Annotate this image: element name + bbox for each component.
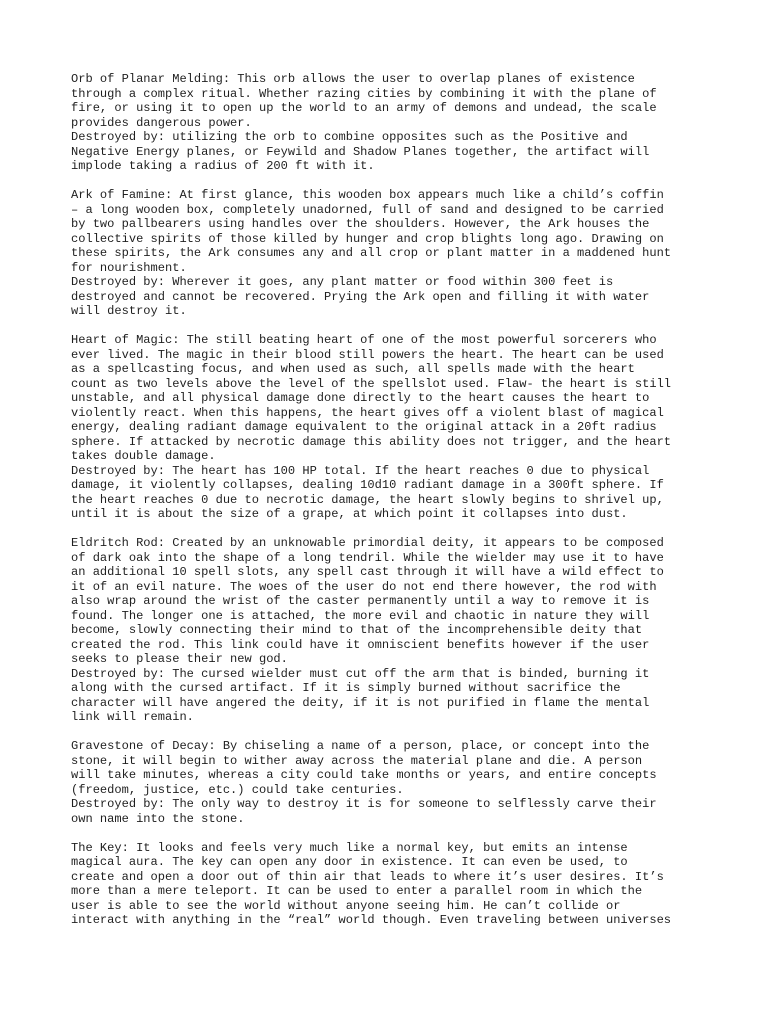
text-line: will take minutes, whereas a city could take months or years, and entire concepts (71, 768, 657, 782)
text-line: become, slowly connecting their mind to that of the incomprehensible deity that (71, 623, 643, 637)
text-line: user is able to see the world without anyone seeing him. He can’t collide or (71, 898, 621, 913)
text-line: character will have angered the deity, if it is not purified in flame the mental (71, 695, 650, 710)
text-line: interact with anything in the “real” world though. Even traveling between universes (71, 913, 672, 927)
text-line: of dark oak into the shape of a long tendril. While the wielder may use it to have (71, 550, 664, 565)
text-line: it of an evil nature. The woes of the user do not end there however, the rod with (71, 579, 657, 594)
text-line: The Key: It looks and feels very much like a normal key, but emits an intense (71, 840, 628, 855)
text-line: for nourishment. (71, 260, 187, 275)
text-line: ever lived. The magic in their blood still powers the heart. The heart can be used (71, 347, 664, 362)
text-line: takes double damage. (71, 449, 216, 463)
text-line: the heart reaches 0 due to necrotic damage, the heart slowly begins to shrivel up, (71, 492, 664, 507)
text-line: provides dangerous power. (71, 115, 252, 130)
text-line: Destroyed by: Wherever it goes, any plant matter or food within 300 feet is (71, 275, 614, 289)
text-line: found. The longer one is attached, the more evil and chaotic in nature they will (71, 608, 650, 623)
text-line: sphere. If attacked by necrotic damage this ability does not trigger, and the heart (71, 434, 672, 449)
text-line: stone, it will begin to wither away across the material plane and die. A person (71, 753, 643, 768)
text-line: Negative Energy planes, or Feywild and Shadow Planes together, the artifact will (71, 144, 650, 159)
text-line: collective spirits of those killed by hunger and crop blights long ago. Drawing on (71, 231, 664, 246)
text-line: by two pallbearers using handles over the shoulders. However, the Ark houses the (71, 217, 650, 231)
text-line: these spirits, the Ark consumes any and all crop or plant matter in a maddened hunt (71, 246, 672, 260)
text-line: – a long wooden box, completely unadorned, full of sand and designed to be carried (71, 202, 664, 217)
text-line: Ark of Famine: At first glance, this wooden box appears much like a child’s coffin (71, 188, 664, 202)
entry-heart-of-magic (71, 333, 721, 522)
text-line: along with the cursed artifact. If it is simply burned without sacrifice the (71, 681, 621, 695)
text-line: Destroyed by: utilizing the orb to combine opposites such as the Positive and (71, 130, 628, 144)
text-line: own name into the stone. (71, 811, 245, 826)
text-line: unstable, and all physical damage done directly to the heart causes the heart to (71, 391, 650, 405)
text-line: implode taking a radius of 200 ft with it. (71, 159, 375, 173)
text-line: energy, dealing radiant damage equivalent to the original attack in a 20ft radius (71, 420, 657, 434)
entry-eldritch-rod (71, 536, 721, 725)
text-line: Orb of Planar Melding: This orb allows the user to overlap planes of existence (71, 72, 635, 86)
entry-the-key (71, 841, 721, 928)
entry-ark-of-famine (71, 188, 721, 319)
text-line: created the rod. This link could have it omniscient benefits however if the user (71, 637, 650, 652)
text-line: until it is about the size of a grape, at which point it collapses into dust. (71, 507, 628, 521)
text-line: (freedom, justice, etc.) could take centuries. (71, 782, 404, 797)
text-line: fire, or using it to open up the world to an army of demons and undead, the scale (71, 101, 657, 115)
text-line: magical aura. The key can open any door in existence. It can even be used, to (71, 855, 628, 869)
text-line: Destroyed by: The only way to destroy it is for someone to selflessly carve their (71, 797, 657, 811)
text-line: also wrap around the wrist of the caster permanently until a way to remove it is (71, 594, 650, 608)
text-line: Heart of Magic: The still beating heart of one of the most powerful sorcerers who (71, 333, 657, 347)
text-line: violently react. When this happens, the heart gives off a violent blast of magical (71, 405, 664, 420)
text-line: count as two levels above the level of the spellslot used. Flaw- the heart is still (71, 376, 672, 391)
entry-orb-of-planar-melding (71, 72, 721, 174)
entry-gravestone-of-decay (71, 739, 721, 826)
text-line: more than a mere teleport. It can be used to enter a parallel room in which the (71, 884, 643, 898)
text-line: Destroyed by: The cursed wielder must cut off the arm that is binded, burning it (71, 666, 650, 681)
text-line: destroyed and cannot be recovered. Prying the Ark open and filling it with water (71, 289, 650, 304)
text-line: link will remain. (71, 710, 194, 724)
text-line: Eldritch Rod: Created by an unknowable primordial deity, it appears to be composed (71, 536, 664, 550)
text-line: through a complex ritual. Whether razing cities by combining it with the plane of (71, 86, 657, 101)
text-line: an additional 10 spell slots, any spell cast through it will have a wild effect to (71, 565, 664, 579)
text-line: as a spellcasting focus, and when used as such, all spells made with the heart (71, 362, 635, 376)
text-line: Destroyed by: The heart has 100 HP total. If the heart reaches 0 due to physical (71, 463, 650, 478)
text-line: seeks to please their new god. (71, 652, 288, 666)
text-line: create and open a door out of thin air that leads to where it’s user desires. It’s (71, 869, 664, 884)
text-line: will destroy it. (71, 304, 187, 318)
text-line: damage, it violently collapses, dealing 10d10 radiant damage in a 300ft sphere. If (71, 478, 664, 492)
text-line: Gravestone of Decay: By chiseling a name of a person, place, or concept into the (71, 739, 650, 753)
document-body (71, 72, 721, 942)
